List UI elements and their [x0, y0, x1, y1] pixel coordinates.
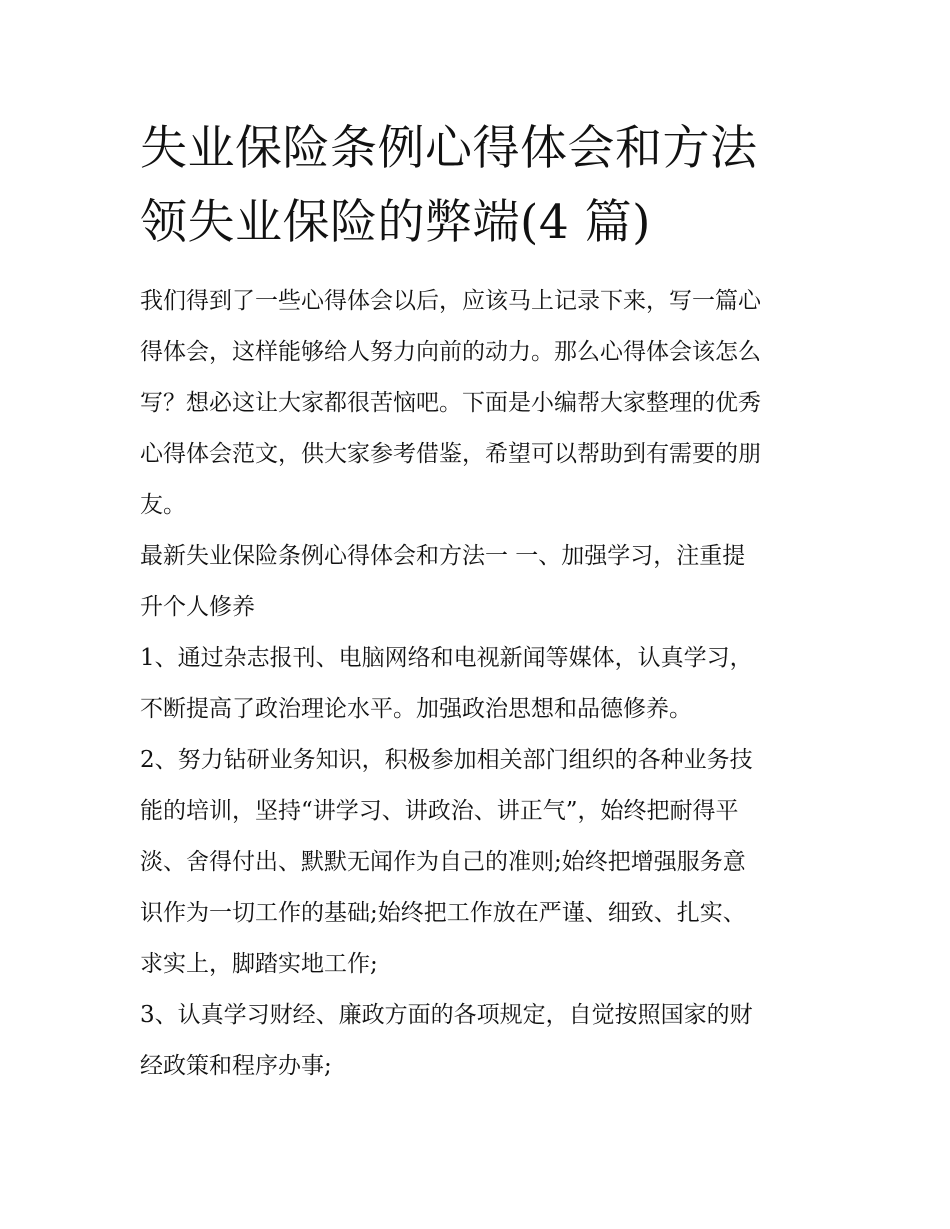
text-line: 3、认真学习财经、廉政方面的各项规定，自觉按照国家的财	[140, 1002, 753, 1028]
text-line: 经政策和程序办事;	[140, 1053, 332, 1079]
text-line: 2、努力钻研业务知识，积极参加相关部门组织的各种业务技	[140, 747, 753, 773]
item-3-paragraph	[140, 990, 820, 1092]
document-title	[140, 112, 840, 260]
text-line: 友。	[140, 492, 186, 518]
text-line: 写？想必这让大家都很苦恼吧。下面是小编帮大家整理的优秀	[140, 390, 761, 416]
title-line-1: 失业保险条例心得体会和方法	[140, 121, 758, 176]
text-line: 最新失业保险条例心得体会和方法一 一、加强学习，注重提	[140, 543, 746, 569]
text-line: 1、通过杂志报刊、电脑网络和电视新闻等媒体，认真学习，	[140, 645, 753, 671]
text-line: 能的培训，坚持“讲学习、讲政治、讲正气”，始终把耐得平	[140, 798, 739, 824]
section-heading-paragraph	[140, 531, 820, 633]
item-2-paragraph	[140, 735, 820, 990]
text-line: 不断提高了政治理论水平。加强政治思想和品德修养。	[140, 696, 692, 722]
text-line: 淡、舍得付出、默默无闻作为自己的准则;始终把增强服务意	[140, 849, 746, 875]
text-line: 求实上，脚踏实地工作;	[140, 951, 378, 977]
intro-paragraph	[140, 276, 820, 531]
text-line: 升个人修养	[140, 594, 255, 620]
text-line: 心得体会范文，供大家参考借鉴，希望可以帮助到有需要的朋	[140, 441, 761, 467]
text-line: 得体会，这样能够给人努力向前的动力。那么心得体会该怎么	[140, 339, 761, 365]
document-body	[140, 276, 820, 1092]
text-line: 我们得到了一些心得体会以后，应该马上记录下来，写一篇心	[140, 288, 761, 314]
text-line: 识作为一切工作的基础;始终把工作放在严谨、细致、扎实、	[140, 900, 746, 926]
title-line-2: 领失业保险的弊端(4 篇)	[140, 195, 652, 250]
item-1-paragraph	[140, 633, 820, 735]
